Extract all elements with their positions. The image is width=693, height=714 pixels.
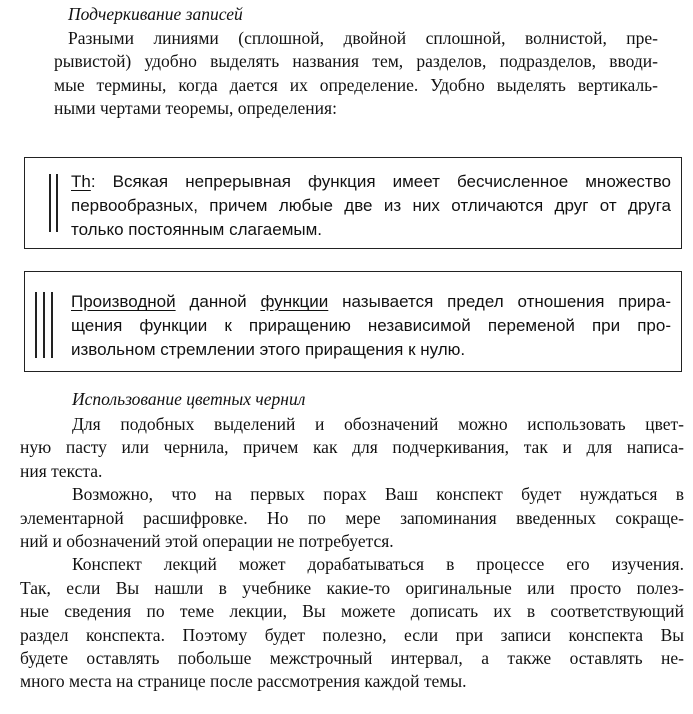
section-heading-underline: Подчеркивание записей bbox=[68, 4, 243, 24]
vertical-bar-mark bbox=[56, 174, 58, 232]
text-line: ний и обозначений этой операции не потребуется. bbox=[20, 531, 394, 552]
text-span: : Всякая непрерывная функция имеет бесчисленное множество bbox=[90, 172, 671, 191]
text-line: много места на странице после рассмотрения каждой темы. bbox=[20, 671, 467, 692]
definition-box bbox=[24, 271, 682, 372]
text-line: Разными линиями (сплошной, двойной сплошной, волнистой, пре- bbox=[68, 28, 658, 48]
paragraph-underline bbox=[54, 27, 658, 121]
text-line: Возможно, что на первых порах Ваш конспект будет нуждаться в bbox=[72, 484, 684, 505]
text-line: ными чертами теоремы, определения: bbox=[54, 98, 337, 119]
paragraph-colored-ink bbox=[20, 413, 684, 694]
text-line: щения функции к приращению независимой переменой при про- bbox=[71, 316, 671, 335]
text-line: ную пасту или чернила, причем как для подчеркивания, так и для написа- bbox=[20, 437, 684, 458]
vertical-bar-mark bbox=[49, 174, 51, 232]
text-line: рывистой) удобно выделять названия тем, разделов, подразделов, вводи- bbox=[54, 51, 658, 72]
text-line: Для подобных выделений и обозначений можно использовать цвет- bbox=[72, 414, 684, 434]
definition-text bbox=[71, 290, 671, 362]
vertical-bar-mark bbox=[35, 292, 37, 358]
text-line: элементарной расшифровке. Но по мере запоминания введенных сокраще- bbox=[20, 507, 684, 528]
text-line bbox=[71, 290, 671, 314]
theorem-box bbox=[24, 157, 682, 249]
term-derivative: Производной bbox=[71, 292, 176, 311]
text-line: Конспект лекций может дорабатываться в процессе его изучения. bbox=[72, 554, 684, 575]
text-line: ния текста. bbox=[20, 460, 103, 481]
text-line: будете оставлять побольше межстрочный интервал, а также оставлять не- bbox=[20, 648, 684, 669]
section-heading-colored-ink: Использование цветных чернил bbox=[72, 389, 306, 409]
vertical-bar-mark bbox=[51, 292, 53, 358]
text-line bbox=[71, 170, 671, 194]
theorem-text bbox=[71, 170, 671, 242]
vertical-bar-mark bbox=[43, 292, 45, 358]
term-function: функции bbox=[260, 292, 329, 311]
theorem-label: Th bbox=[71, 172, 91, 191]
text-line: извольном стремлении этого приращения к нулю. bbox=[71, 340, 466, 359]
text-line: раздел конспекта. Поэтому будет полезно, если при записи конспекта Вы bbox=[20, 624, 684, 645]
text-line: ные сведения по теме лекции, Вы можете дописать их в соответствующий bbox=[20, 601, 684, 622]
text-line: только постоянным слагаемым. bbox=[71, 220, 323, 239]
text-line: мые термины, когда дается их определение. Удобно выделять вертикаль- bbox=[54, 74, 658, 95]
text-line: Так, если Вы нашли в учебнике какие-то оригинальные или просто полез- bbox=[20, 577, 684, 598]
text-span: данной bbox=[175, 292, 261, 311]
text-span: называется предел отношения прира- bbox=[328, 292, 671, 311]
text-line: первообразных, причем любые две из них отличаются друг от друга bbox=[71, 196, 671, 215]
